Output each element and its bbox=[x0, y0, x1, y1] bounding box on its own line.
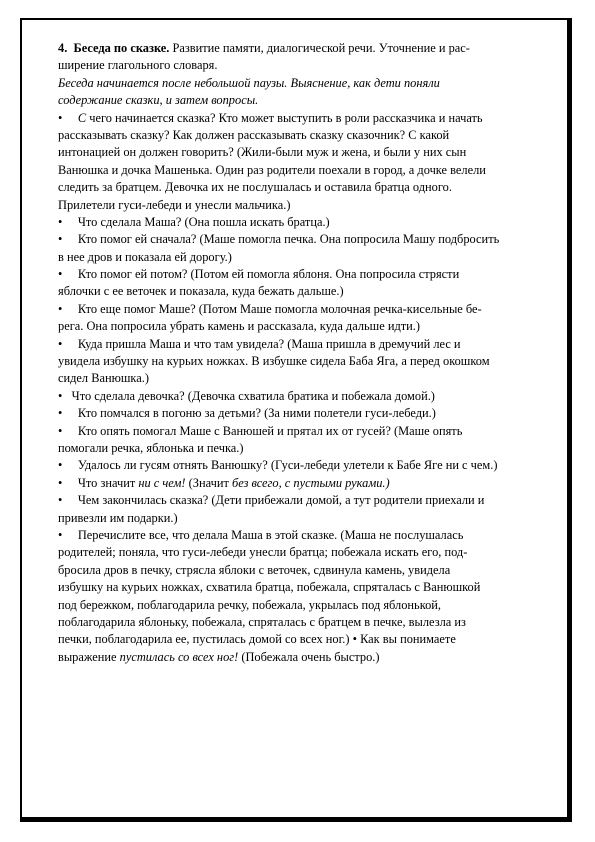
italic-phrase: ни с чем! bbox=[138, 475, 186, 490]
question-item bbox=[58, 214, 546, 231]
heading-text: ширение глагольного словаря. bbox=[58, 58, 218, 73]
question-text: яблочки с ее веточек и показала, куда бежать дальше.) bbox=[58, 284, 344, 299]
bullet: • bbox=[58, 475, 63, 490]
question-text: увидела избушку на курьих ножках. В избушке сидела Баба Яга, а перед окошком bbox=[58, 354, 490, 369]
bullet: • bbox=[352, 632, 357, 647]
question-text: Чем закончилась сказка? (Дети прибежали домой, а тут родители приехали и bbox=[77, 493, 485, 508]
question-item bbox=[58, 336, 546, 353]
bullet: • bbox=[58, 336, 63, 351]
question-text: рега. Она попросила убрать камень и рассказала, куда дальше идти.) bbox=[58, 319, 421, 334]
question-text: родителей; поняла, что гуси-лебеди унесли братца; побежала искать его, под- bbox=[58, 545, 468, 560]
question-text: сидел Ванюшка.) bbox=[58, 371, 149, 386]
bullet: • bbox=[58, 493, 63, 508]
question-text: избушку на курьих ножках, схватила братца, побежала, спряталась с Ванюшкой bbox=[58, 580, 481, 595]
question-text: следить за братцем. Девочка их не послушалась и оставила братца одного. bbox=[58, 180, 452, 195]
question-text: чего начинается сказка? Кто может выступить в роли рассказчика и начать bbox=[86, 110, 483, 125]
question-text: Что сделала Маша? (Она пошла искать братца.) bbox=[77, 214, 330, 229]
section-number: 4. bbox=[58, 41, 68, 55]
question-text: интонацией он должен говорить? (Жили-были муж и жена, и были у них сын bbox=[58, 145, 467, 160]
italic-initial: С bbox=[77, 110, 87, 125]
question-text: Удалось ли гусям отнять Ванюшку? (Гуси-лебеди улетели к Бабе Яге ни с чем.) bbox=[77, 458, 498, 473]
question-text: Как вы понимаете bbox=[356, 632, 456, 647]
question-text bbox=[58, 649, 546, 666]
bullet: • bbox=[58, 458, 63, 473]
question-text: Кто помог ей потом? (Потом ей помогла яблоня. Она попросила стрясти bbox=[77, 267, 460, 282]
question-text: Кто помчался в погоню за детьми? (За ними полетели гуси-лебеди.) bbox=[77, 406, 436, 421]
bullet: • bbox=[58, 527, 63, 542]
question-text: рассказывать сказку? Как должен рассказывать сказку сказочник? С какой bbox=[58, 127, 450, 142]
bullet: • bbox=[58, 110, 63, 125]
bullet: • bbox=[58, 214, 63, 229]
question-item bbox=[58, 301, 546, 318]
question-text: Прилетели гуси-лебеди и унесли мальчика.) bbox=[58, 197, 291, 212]
bullet: • bbox=[58, 301, 63, 316]
question-text: привезли им подарки.) bbox=[58, 510, 178, 525]
italic-phrase: без всего, с пустыми руками.) bbox=[232, 475, 390, 490]
question-text: Перечислите все, что делала Маша в этой сказке. (Маша не послушалась bbox=[77, 527, 464, 542]
italic-phrase: пустилась со всех ног! bbox=[119, 649, 239, 664]
question-text: Ванюшка и дочка Машенька. Один раз родители поехали в город, а дочке велели bbox=[58, 162, 486, 177]
bullet: • bbox=[58, 423, 63, 438]
question-text: Кто опять помогал Маше с Ванюшей и прятал их от гусей? (Маше опять bbox=[77, 423, 463, 438]
document-body bbox=[58, 40, 546, 666]
question-item bbox=[58, 388, 546, 405]
question-text: Что значит bbox=[77, 475, 139, 490]
heading-text: Развитие памяти, диалогической речи. Уточнение и рас- bbox=[169, 41, 470, 55]
question-item bbox=[58, 527, 546, 544]
question-item bbox=[58, 475, 546, 492]
question-text: под бережком, поблагодарила речку, побежала, укрылась под яблонькой, bbox=[58, 597, 442, 612]
question-item bbox=[58, 266, 546, 283]
question-item bbox=[58, 110, 546, 127]
intro-text: Беседа начинается после небольшой паузы. Выяснение, как дети поняли bbox=[58, 75, 440, 90]
question-item bbox=[58, 231, 546, 248]
bullet: • bbox=[58, 388, 63, 403]
question-text: Кто помог ей сначала? (Маше помогла печка. Она попросила Машу подбросить bbox=[77, 232, 500, 247]
question-text: (Побежала очень быстро.) bbox=[238, 649, 380, 664]
question-text: поблагодарила яблоньку, побежала, спряталась с братцем в печке, вылезла из bbox=[58, 614, 466, 629]
question-text bbox=[58, 631, 546, 648]
question-item bbox=[58, 405, 546, 422]
question-item bbox=[58, 457, 546, 474]
question-text: (Значит bbox=[185, 475, 232, 490]
bullet: • bbox=[58, 406, 63, 421]
bullet: • bbox=[58, 232, 63, 247]
question-item bbox=[58, 492, 546, 509]
question-text: Куда пришла Маша и что там увидела? (Маша пришла в дремучий лес и bbox=[77, 336, 461, 351]
question-text: выражение bbox=[58, 649, 120, 664]
section-title: Беседа по сказке. bbox=[73, 41, 170, 55]
question-text: в нее дров и показала ей дорогу.) bbox=[58, 249, 232, 264]
question-text: бросила дров в печку, стрясла яблоки с веточек, сдвинула камень, увидела bbox=[58, 562, 451, 577]
question-text: Кто еще помог Маше? (Потом Маше помогла молочная речка-кисельные бе- bbox=[77, 301, 482, 316]
section-heading bbox=[58, 40, 546, 57]
question-item bbox=[58, 423, 546, 440]
question-text: печки, поблагодарила ее, пустилась домой со всех ног.) bbox=[58, 632, 353, 647]
bullet: • bbox=[58, 267, 63, 282]
question-text: помогали речка, яблонька и печка.) bbox=[58, 440, 244, 455]
intro-text: содержание сказки, и затем вопросы. bbox=[58, 93, 259, 108]
question-text: Что сделала девочка? (Девочка схватила братика и побежала домой.) bbox=[71, 388, 435, 403]
